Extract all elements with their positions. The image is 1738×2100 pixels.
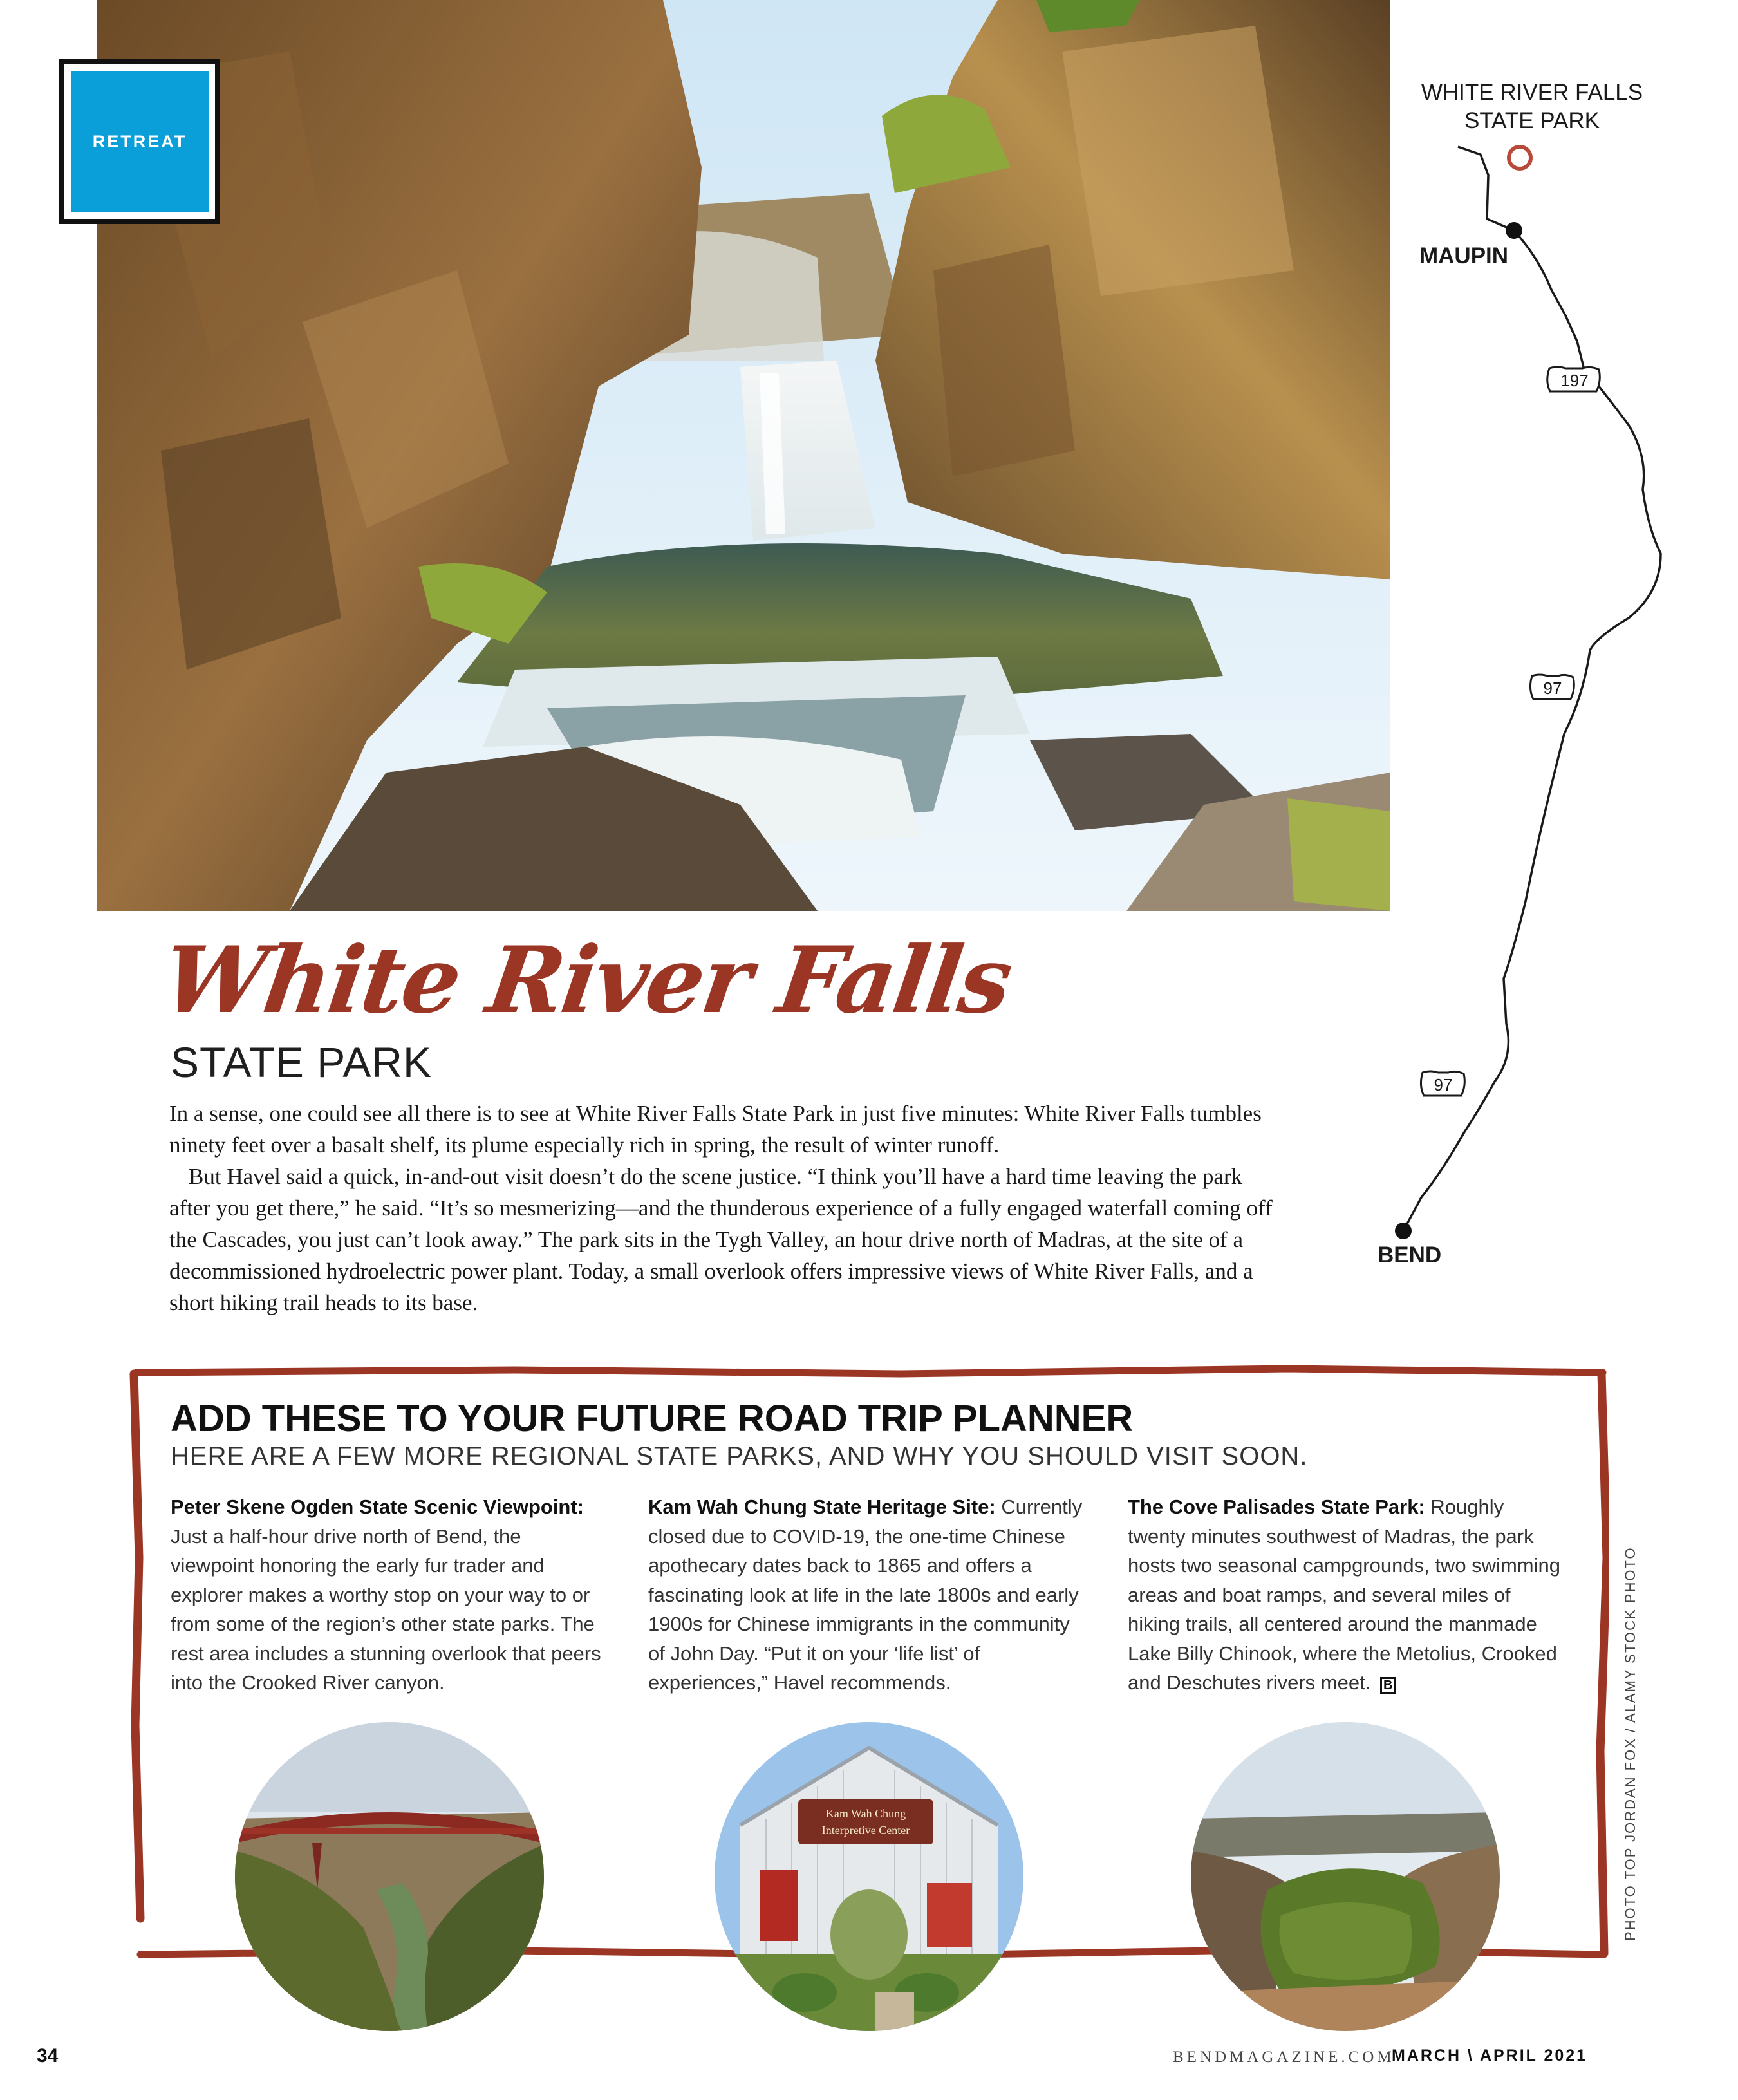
section-badge bbox=[59, 59, 220, 224]
svg-text:97: 97 bbox=[1434, 1075, 1453, 1094]
route-shield-197 bbox=[1547, 367, 1600, 391]
footer-issue: MARCH \ APRIL 2021 bbox=[1392, 2047, 1588, 2065]
park-name-3: The Cove Palisades State Park: bbox=[1128, 1495, 1425, 1518]
svg-text:Kam Wah Chung: Kam Wah Chung bbox=[825, 1807, 906, 1820]
article-paragraph-2: But Havel said a quick, in-and-out visit doesn’t do the scene justice. “I think you’ll have a hard time leaving the park after you get there,” he said. “It’s so mesmerizing—and the thunderous experience of a fully engaged waterfall coming off the Cascades, you just can’t look away.” The park sits in the Tygh Valley, an hour drive north of Madras, at the site of a decommissioned hydroelectric power plant. Today, a small overlook offers impressive views of White River Falls, and a short hiking trail heads to its base. bbox=[169, 1164, 1273, 1315]
article-paragraph-1: In a sense, one could see all there is to see at White River Falls State Park in just five minutes: White River Falls tumbles ninety feet over a basalt shelf, its plume especially rich in spring, the result of winter runoff. bbox=[169, 1101, 1262, 1158]
page-number: 34 bbox=[37, 2045, 59, 2067]
planner-heading: ADD THESE TO YOUR FUTURE ROAD TRIP PLANNER bbox=[171, 1398, 1134, 1439]
photo-kam-wah-chung-center bbox=[715, 1722, 1023, 2031]
town-label-maupin: MAUPIN bbox=[1419, 243, 1509, 268]
park-column-2 bbox=[648, 1492, 1086, 1698]
svg-text:197: 197 bbox=[1560, 371, 1589, 390]
park-text-3: Roughly twenty minutes southwest of Madras, the park hosts two seasonal campgrounds, two swimming areas and boat ramps, and several miles of hiking trails, all centered around the manmade Lake Billy Chinook, where the Metolius, Crooked and Deschutes rivers meet. bbox=[1128, 1495, 1560, 1694]
photo-cove-palisades-lake bbox=[1191, 1722, 1500, 2031]
badge-label: RETREAT bbox=[92, 131, 187, 151]
bend-dot bbox=[1395, 1223, 1412, 1239]
route-map-graphic bbox=[1326, 64, 1712, 1326]
maupin-dot bbox=[1506, 222, 1522, 239]
svg-text:97: 97 bbox=[1543, 679, 1562, 698]
photo-peter-skene-ogden-bridge bbox=[235, 1722, 544, 2031]
hero-photo-white-river-falls bbox=[97, 0, 1390, 911]
svg-text:Interpretive Center: Interpretive Center bbox=[821, 1824, 910, 1837]
route-map bbox=[1326, 64, 1712, 1326]
article-title-script: White River Falls bbox=[156, 927, 1017, 1034]
destination-marker bbox=[1509, 147, 1531, 169]
town-label-bend: BEND bbox=[1378, 1242, 1442, 1268]
article-body bbox=[169, 1098, 1276, 1318]
footer-site: BENDMAGAZINE.COM bbox=[1173, 2048, 1395, 2066]
end-mark-icon: B bbox=[1380, 1677, 1396, 1694]
park-column-3 bbox=[1128, 1492, 1565, 1698]
park-text-2: Currently closed due to COVID-19, the one-time Chinese apothecary dates back to 1865 and offers a fascinating look at life in the late 1800s and early 1900s for Chinese immigrants in the community of John Day. “Put it on your ‘life list’ of experiences,” Havel recommends. bbox=[648, 1495, 1083, 1694]
article-title-subtitle: STATE PARK bbox=[171, 1038, 433, 1086]
park-name-1: Peter Skene Ogden State Scenic Viewpoint: bbox=[171, 1495, 584, 1518]
park-text-1: Just a half-hour drive north of Bend, the viewpoint honoring the early fur trader and explorer makes a worthy stop on your way to or from some of the region’s other state parks. The rest area includes a stunning overlook that peers into the Crooked River canyon. bbox=[171, 1524, 601, 1694]
planner-subheading: HERE ARE A FEW MORE REGIONAL STATE PARKS, AND WHY YOU SHOULD VISIT SOON. bbox=[171, 1442, 1308, 1470]
park-name-2: Kam Wah Chung State Heritage Site: bbox=[648, 1495, 996, 1518]
park-column-1 bbox=[171, 1492, 608, 1698]
route-shield-97-upper bbox=[1530, 675, 1574, 699]
destination-label bbox=[1390, 79, 1674, 135]
photo-credit: PHOTO TOP JORDAN FOX / ALAMY STOCK PHOTO bbox=[1622, 1546, 1638, 1941]
destination-label-line1: WHITE RIVER FALLS bbox=[1421, 80, 1643, 105]
route-shield-97-lower bbox=[1421, 1071, 1464, 1096]
destination-label-line2: STATE PARK bbox=[1464, 108, 1600, 133]
